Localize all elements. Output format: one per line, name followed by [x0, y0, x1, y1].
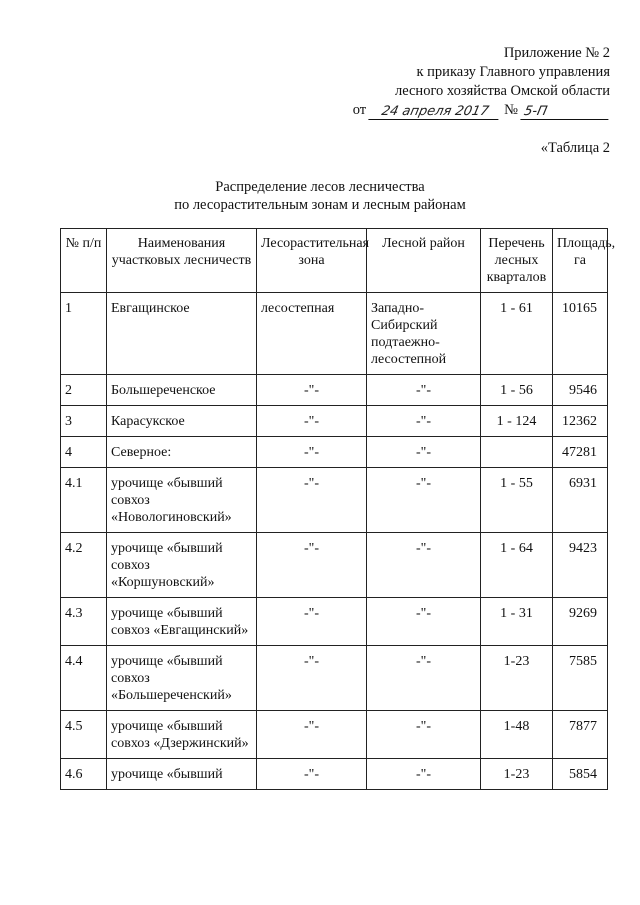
cell-num: 4 — [61, 437, 107, 468]
cell-area: 7877 — [553, 711, 608, 759]
cell-name: урочище «бывший совхоз «Коршуновский» — [107, 533, 257, 598]
cell-region: -"- — [367, 375, 481, 406]
header-zone: Лесорастительная зона — [257, 229, 367, 293]
cell-quarters: 1 - 31 — [481, 598, 553, 646]
cell-area: 47281 — [553, 437, 608, 468]
cell-region: -"- — [367, 437, 481, 468]
cell-zone: -"- — [257, 406, 367, 437]
cell-num: 4.2 — [61, 533, 107, 598]
cell-region: -"- — [367, 646, 481, 711]
table-row — [61, 293, 608, 375]
cell-name: урочище «бывший совхоз «Новологиновский» — [107, 468, 257, 533]
cell-area: 6931 — [553, 468, 608, 533]
table-row — [61, 533, 608, 598]
order-date-line — [353, 101, 610, 120]
cell-name: Евгащинское — [107, 293, 257, 375]
cell-region: -"- — [367, 533, 481, 598]
table-row — [61, 406, 608, 437]
table-row — [61, 468, 608, 533]
cell-region: -"- — [367, 711, 481, 759]
cell-region: -"- — [367, 406, 481, 437]
cell-name: урочище «бывший совхоз «Большереченский» — [107, 646, 257, 711]
appendix-line-2: к приказу Главного управления — [416, 64, 610, 80]
cell-name: Северное: — [107, 437, 257, 468]
cell-zone: -"- — [257, 468, 367, 533]
cell-zone: -"- — [257, 437, 367, 468]
cell-num: 4.1 — [61, 468, 107, 533]
cell-zone: -"- — [257, 375, 367, 406]
header-num: № п/п — [61, 229, 107, 293]
handwritten-order-number: 5-П — [520, 104, 611, 120]
cell-area: 9423 — [553, 533, 608, 598]
forest-distribution-table — [60, 228, 616, 790]
cell-quarters: 1 - 55 — [481, 468, 553, 533]
cell-name: урочище «бывший совхоз «Евгащинский» — [107, 598, 257, 646]
cell-area: 7585 — [553, 646, 608, 711]
table-row — [61, 598, 608, 646]
cell-region: -"- — [367, 598, 481, 646]
cell-num: 4.6 — [61, 759, 107, 790]
cell-quarters: 1-48 — [481, 711, 553, 759]
cell-num: 1 — [61, 293, 107, 375]
header-region: Лесной район — [367, 229, 481, 293]
cell-area: 5854 — [553, 759, 608, 790]
cell-area: 12362 — [553, 406, 608, 437]
cell-name: урочище «бывший — [107, 759, 257, 790]
cell-num: 2 — [61, 375, 107, 406]
cell-zone: -"- — [257, 759, 367, 790]
cell-name: Большереченское — [107, 375, 257, 406]
cell-zone: -"- — [257, 711, 367, 759]
cell-quarters — [481, 437, 553, 468]
handwritten-date: 24 апреля 2017 — [368, 104, 501, 120]
title-line-2: по лесорастительным зонам и лесным районам — [174, 197, 466, 213]
table-header-row — [61, 229, 608, 293]
cell-region: Западно-Сибирский подтаежно-лесостепной — [367, 293, 481, 375]
cell-quarters: 1-23 — [481, 646, 553, 711]
cell-zone: -"- — [257, 533, 367, 598]
header-quarters: Перечень лесных кварталов — [481, 229, 553, 293]
table-row — [61, 437, 608, 468]
cell-num: 4.5 — [61, 711, 107, 759]
cell-quarters: 1 - 56 — [481, 375, 553, 406]
table-label: «Таблица 2 — [540, 140, 610, 156]
table-row — [61, 646, 608, 711]
table-row — [61, 711, 608, 759]
cell-region: -"- — [367, 759, 481, 790]
cell-region: -"- — [367, 468, 481, 533]
cell-num: 3 — [61, 406, 107, 437]
date-prefix: от — [352, 102, 367, 118]
cell-quarters: 1-23 — [481, 759, 553, 790]
table-row — [61, 375, 608, 406]
cell-name: Карасукское — [107, 406, 257, 437]
table-title — [0, 178, 640, 214]
cell-quarters: 1 - 124 — [481, 406, 553, 437]
header-area: Площадь, га — [553, 229, 608, 293]
table-row — [61, 759, 608, 790]
number-prefix: № — [504, 102, 518, 118]
cell-area: 9269 — [553, 598, 608, 646]
cell-zone: лесостепная — [257, 293, 367, 375]
title-line-1: Распределение лесов лесничества — [215, 179, 425, 195]
cell-name: урочище «бывший совхоз «Дзержинский» — [107, 711, 257, 759]
cell-quarters: 1 - 64 — [481, 533, 553, 598]
cell-num: 4.3 — [61, 598, 107, 646]
cell-zone: -"- — [257, 646, 367, 711]
appendix-line-3: лесного хозяйства Омской области — [394, 83, 610, 99]
cell-area: 10165 — [553, 293, 608, 375]
cell-quarters: 1 - 61 — [481, 293, 553, 375]
appendix-header — [353, 44, 610, 120]
cell-area: 9546 — [553, 375, 608, 406]
cell-num: 4.4 — [61, 646, 107, 711]
cell-zone: -"- — [257, 598, 367, 646]
header-name: Наименования участковых лесничеств — [107, 229, 257, 293]
appendix-line-1: Приложение № 2 — [503, 45, 610, 61]
